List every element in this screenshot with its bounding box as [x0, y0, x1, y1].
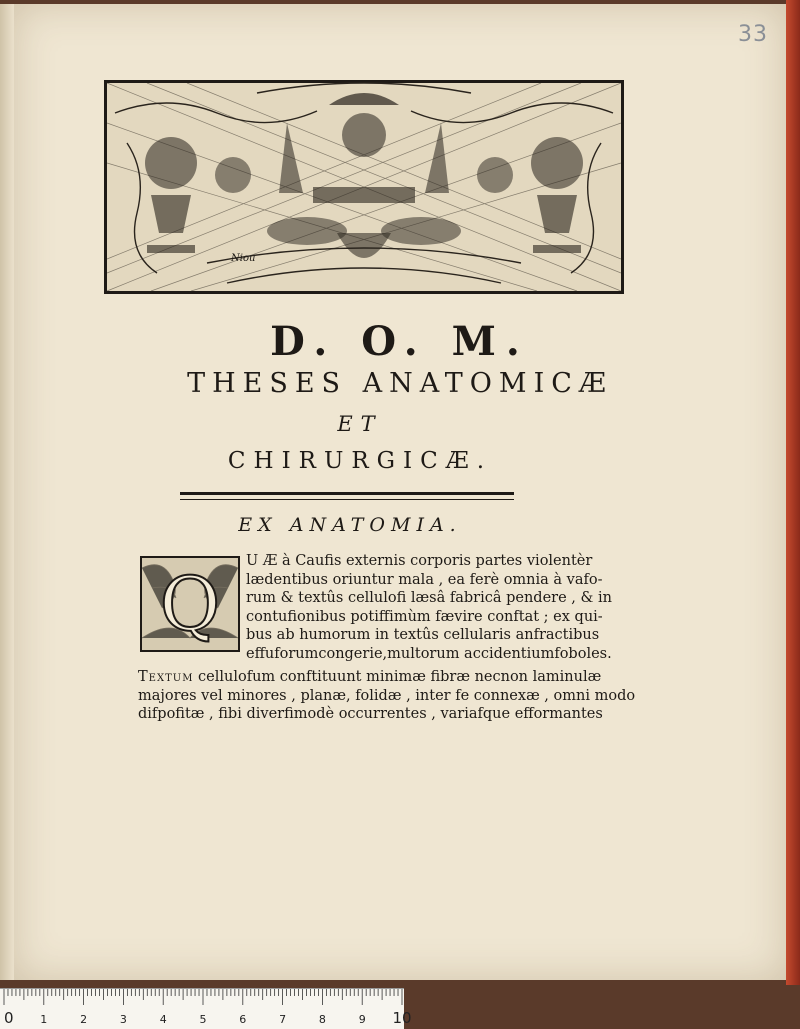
ruler-label: 6 — [239, 1013, 247, 1026]
measurement-ruler — [0, 988, 412, 1029]
ruler-label: 2 — [80, 1013, 88, 1026]
section-title: EX ANATOMIA. — [238, 514, 462, 536]
paragraph-1-line: U Æ à Caufis externis corporis partes violentèr — [246, 553, 593, 569]
paragraph-1-line: rum & textûs cellulofi læsâ fabricâ pendere , & in — [246, 590, 613, 606]
title-line-1: THESES ANATOMICÆ — [187, 368, 613, 399]
paragraph-2-line — [138, 668, 602, 687]
ornamental-headpiece — [104, 80, 624, 294]
decorated-initial — [140, 556, 240, 652]
paragraph-2-line-1-text: cellulofum conftituunt minimæ fibræ necnon laminulæ — [193, 669, 602, 685]
book-cover-edge — [786, 0, 800, 985]
paragraph-2 — [138, 668, 636, 724]
dom-heading: D. O. M. — [270, 318, 530, 365]
paragraph-1-line: contufionibus potiffimùm fævire conftat ; ex qui- — [246, 608, 603, 625]
ruler-label: 9 — [358, 1013, 366, 1026]
page-number: 33 — [738, 22, 768, 47]
paragraph-1-line: effuforumcongerie,multorum accidentiumfoboles. — [246, 645, 612, 662]
ruler-label: 10 — [392, 1009, 412, 1027]
initial-letter: Q — [159, 562, 221, 648]
paragraph-2-line: majores vel minores , planæ, folidæ , inter fe connexæ , omni modo — [138, 687, 636, 704]
paragraph-2-line: difpofitæ , fibi diverfimodè occurrentes , variafque efformantes — [138, 706, 603, 722]
ruler-label: 3 — [119, 1013, 127, 1026]
ruler-label: 7 — [279, 1013, 287, 1026]
ruler-label: 0 — [4, 1009, 14, 1027]
paragraph-1-line: lædentibus oriuntur mala , ea ferè omnia à vafo- — [246, 571, 603, 588]
ruler-label: 5 — [199, 1013, 207, 1026]
section-divider-rule — [180, 492, 514, 500]
ruler-label: 4 — [159, 1013, 167, 1026]
ruler-scale — [0, 989, 412, 1029]
ruler-label: 8 — [318, 1013, 326, 1026]
title-line-2: ET — [337, 412, 383, 436]
paragraph-2-lead-word: Textum — [138, 669, 194, 685]
engraver-signature: Niou — [231, 253, 256, 264]
paragraph-1-line: bus ab humorum in textûs cellularis anfractibus — [246, 627, 600, 643]
title-line-3: CHIRURGICÆ. — [227, 448, 493, 474]
paragraph-1 — [246, 552, 613, 663]
headpiece-engraving — [107, 83, 621, 291]
ruler-label: 1 — [40, 1013, 48, 1026]
initial-q-engraving — [142, 558, 238, 650]
